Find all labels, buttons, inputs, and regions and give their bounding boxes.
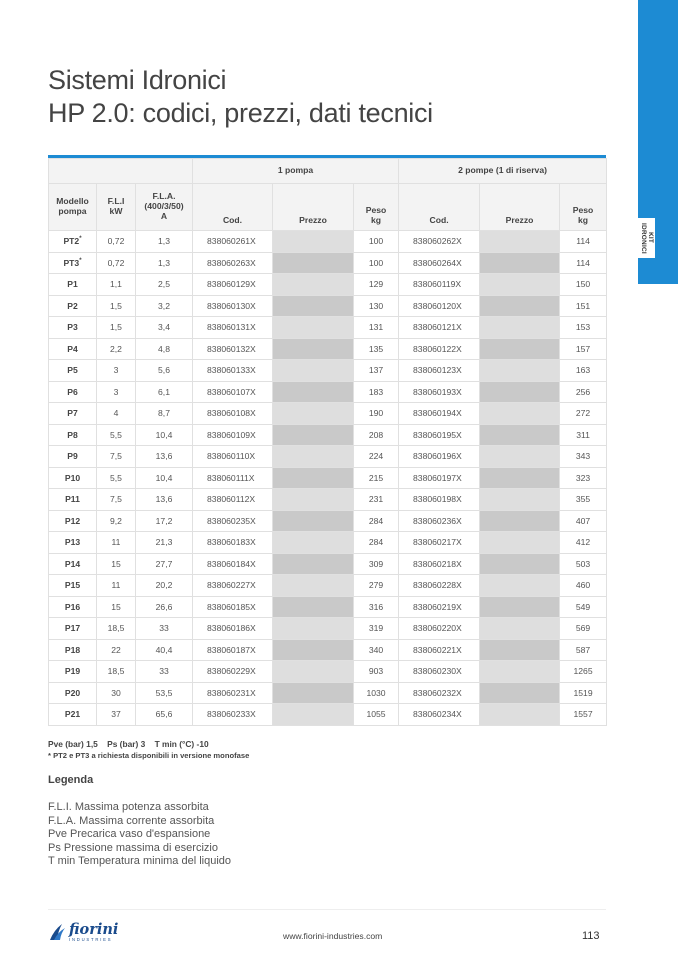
- cell-fla: 6,1: [136, 381, 193, 403]
- cell-fli: 7,5: [97, 446, 136, 468]
- cell-fla: 5,6: [136, 360, 193, 382]
- page-number: 113: [582, 930, 600, 942]
- cell-fla: 13,6: [136, 489, 193, 511]
- cell-model: P16: [49, 596, 97, 618]
- cell-price-2: [480, 317, 560, 339]
- cell-fli: 15: [97, 596, 136, 618]
- cell-fla: 21,3: [136, 532, 193, 554]
- table-row: [49, 575, 607, 597]
- cell-price-1: [273, 596, 354, 618]
- cell-price-2: [480, 403, 560, 425]
- cell-code-2: 838060197X: [399, 467, 480, 489]
- cell-price-2: [480, 704, 560, 726]
- table-row: [49, 338, 607, 360]
- cell-fli: 3: [97, 360, 136, 382]
- table-row: [49, 317, 607, 339]
- col-header-cod-2: Cod.: [399, 184, 480, 231]
- pump-table: [48, 158, 607, 726]
- cell-fla: 13,6: [136, 446, 193, 468]
- table-row: [49, 231, 607, 253]
- cell-price-2: [480, 338, 560, 360]
- cell-price-1: [273, 489, 354, 511]
- cell-fli: 18,5: [97, 618, 136, 640]
- cell-code-2: 838060234X: [399, 704, 480, 726]
- header-empty: [49, 159, 193, 184]
- cell-weight-1: 135: [354, 338, 399, 360]
- cell-code-1: 838060112X: [193, 489, 273, 511]
- cell-price-1: [273, 381, 354, 403]
- table-row: [49, 489, 607, 511]
- cell-weight-1: 284: [354, 532, 399, 554]
- cell-price-1: [273, 661, 354, 683]
- cell-code-2: 838060194X: [399, 403, 480, 425]
- cell-code-1: 838060229X: [193, 661, 273, 683]
- cell-weight-1: 279: [354, 575, 399, 597]
- cell-weight-1: 100: [354, 252, 399, 274]
- cell-code-2: 838060193X: [399, 381, 480, 403]
- cell-code-2: 838060122X: [399, 338, 480, 360]
- footnote-mark: *: [79, 257, 82, 264]
- cell-weight-2: 587: [560, 639, 607, 661]
- cell-code-2: 838060195X: [399, 424, 480, 446]
- table-row: [49, 252, 607, 274]
- cell-weight-2: 114: [560, 252, 607, 274]
- cell-code-1: 838060187X: [193, 639, 273, 661]
- website-url[interactable]: www.fiorini-industries.com: [283, 931, 383, 941]
- cell-code-1: 838060107X: [193, 381, 273, 403]
- cell-weight-1: 903: [354, 661, 399, 683]
- cell-code-1: 838060129X: [193, 274, 273, 296]
- cell-price-2: [480, 639, 560, 661]
- cell-code-2: 838060230X: [399, 661, 480, 683]
- cell-price-1: [273, 403, 354, 425]
- cell-price-1: [273, 467, 354, 489]
- cell-price-2: [480, 252, 560, 274]
- cell-code-1: 838060235X: [193, 510, 273, 532]
- cell-weight-1: 130: [354, 295, 399, 317]
- cell-model: P8: [49, 424, 97, 446]
- cell-price-1: [273, 360, 354, 382]
- cell-model: P4: [49, 338, 97, 360]
- cell-model: P12: [49, 510, 97, 532]
- side-tab-label: [637, 218, 655, 258]
- cell-price-1: [273, 704, 354, 726]
- table-row: [49, 596, 607, 618]
- table-row: [49, 704, 607, 726]
- cell-model: P2: [49, 295, 97, 317]
- cell-fli: 15: [97, 553, 136, 575]
- table-row: [49, 274, 607, 296]
- cell-model: P1: [49, 274, 97, 296]
- cell-weight-2: 1265: [560, 661, 607, 683]
- cell-model: P14: [49, 553, 97, 575]
- cell-fli: 30: [97, 682, 136, 704]
- cell-code-2: 838060220X: [399, 618, 480, 640]
- col-header-weight-1: Peso kg: [354, 184, 399, 231]
- cell-code-1: 838060108X: [193, 403, 273, 425]
- table-body: [49, 231, 607, 726]
- cell-fla: 53,5: [136, 682, 193, 704]
- table-row: [49, 618, 607, 640]
- notes-parameters: Pve (bar) 1,5 Ps (bar) 3 T min (°C) -10: [48, 739, 209, 749]
- table-row: [49, 295, 607, 317]
- cell-code-1: 838060263X: [193, 252, 273, 274]
- cell-model: PT2*: [49, 231, 97, 253]
- cell-fli: 5,5: [97, 424, 136, 446]
- cell-weight-2: 157: [560, 338, 607, 360]
- cell-price-1: [273, 510, 354, 532]
- footer-divider: [48, 909, 606, 910]
- cell-model: P18: [49, 639, 97, 661]
- cell-model: P21: [49, 704, 97, 726]
- cell-price-1: [273, 424, 354, 446]
- cell-price-1: [273, 231, 354, 253]
- cell-fla: 4,8: [136, 338, 193, 360]
- cell-weight-1: 183: [354, 381, 399, 403]
- cell-fla: 33: [136, 618, 193, 640]
- col-header-price-2: Prezzo: [480, 184, 560, 231]
- legenda-list: [48, 801, 231, 869]
- cell-weight-1: 316: [354, 596, 399, 618]
- cell-code-2: 838060219X: [399, 596, 480, 618]
- page-title-line1: Sistemi Idronici: [48, 65, 227, 95]
- legenda-item: Ps Pressione massima di esercizio: [48, 841, 218, 854]
- group-header-one-pump: 1 pompa: [193, 159, 399, 184]
- cell-fli: 5,5: [97, 467, 136, 489]
- cell-fla: 2,5: [136, 274, 193, 296]
- cell-fli: 11: [97, 575, 136, 597]
- cell-code-2: 838060218X: [399, 553, 480, 575]
- side-tab-label-line2: IDRONICI: [640, 222, 647, 254]
- cell-fla: 10,4: [136, 424, 193, 446]
- fiorini-logo: [48, 922, 118, 942]
- table-row: [49, 424, 607, 446]
- cell-fli: 4: [97, 403, 136, 425]
- cell-price-2: [480, 424, 560, 446]
- cell-fla: 65,6: [136, 704, 193, 726]
- legenda-item: F.L.A. Massima corrente assorbita: [48, 814, 215, 827]
- cell-fli: 0,72: [97, 231, 136, 253]
- cell-weight-2: 323: [560, 467, 607, 489]
- cell-price-2: [480, 231, 560, 253]
- cell-price-2: [480, 446, 560, 468]
- cell-fla: 3,2: [136, 295, 193, 317]
- table-row: [49, 446, 607, 468]
- cell-code-2: 838060236X: [399, 510, 480, 532]
- cell-weight-1: 231: [354, 489, 399, 511]
- cell-weight-2: 163: [560, 360, 607, 382]
- cell-weight-2: 153: [560, 317, 607, 339]
- side-tab-label-line1: KIT: [646, 232, 654, 244]
- cell-price-1: [273, 532, 354, 554]
- cell-price-1: [273, 295, 354, 317]
- table-row: [49, 682, 607, 704]
- cell-weight-2: 151: [560, 295, 607, 317]
- cell-price-2: [480, 360, 560, 382]
- cell-fli: 1,1: [97, 274, 136, 296]
- cell-model: P10: [49, 467, 97, 489]
- cell-model: P6: [49, 381, 97, 403]
- cell-price-2: [480, 618, 560, 640]
- cell-weight-1: 131: [354, 317, 399, 339]
- cell-price-1: [273, 317, 354, 339]
- cell-fli: 37: [97, 704, 136, 726]
- cell-weight-1: 319: [354, 618, 399, 640]
- cell-weight-1: 215: [354, 467, 399, 489]
- cell-fla: 1,3: [136, 231, 193, 253]
- cell-model: P17: [49, 618, 97, 640]
- cell-weight-1: 129: [354, 274, 399, 296]
- fiorini-mark-icon: [48, 922, 66, 942]
- group-header-two-pumps: 2 pompe (1 di riserva): [399, 159, 607, 184]
- cell-model: P9: [49, 446, 97, 468]
- cell-weight-2: 272: [560, 403, 607, 425]
- cell-weight-1: 100: [354, 231, 399, 253]
- cell-fli: 2,2: [97, 338, 136, 360]
- cell-weight-1: 340: [354, 639, 399, 661]
- cell-code-1: 838060261X: [193, 231, 273, 253]
- cell-code-2: 838060217X: [399, 532, 480, 554]
- cell-weight-2: 1519: [560, 682, 607, 704]
- cell-model: P11: [49, 489, 97, 511]
- col-header-price-1: Prezzo: [273, 184, 354, 231]
- cell-price-1: [273, 446, 354, 468]
- table-row: [49, 381, 607, 403]
- cell-code-2: 838060119X: [399, 274, 480, 296]
- cell-price-2: [480, 467, 560, 489]
- cell-code-1: 838060184X: [193, 553, 273, 575]
- footnote-mark: *: [79, 236, 82, 243]
- cell-code-1: 838060111X: [193, 467, 273, 489]
- table-row: [49, 553, 607, 575]
- cell-price-2: [480, 575, 560, 597]
- cell-weight-1: 137: [354, 360, 399, 382]
- cell-code-1: 838060227X: [193, 575, 273, 597]
- cell-model: P20: [49, 682, 97, 704]
- cell-weight-1: 208: [354, 424, 399, 446]
- cell-price-1: [273, 553, 354, 575]
- cell-weight-1: 190: [354, 403, 399, 425]
- table-row: [49, 661, 607, 683]
- cell-model: P19: [49, 661, 97, 683]
- page-title: [48, 64, 433, 130]
- table-row: [49, 360, 607, 382]
- cell-fli: 11: [97, 532, 136, 554]
- logo-brand-name: fiorini: [69, 921, 119, 938]
- cell-weight-2: 412: [560, 532, 607, 554]
- cell-weight-2: 114: [560, 231, 607, 253]
- cell-price-2: [480, 381, 560, 403]
- cell-code-2: 838060228X: [399, 575, 480, 597]
- cell-code-2: 838060262X: [399, 231, 480, 253]
- col-header-weight-2: Peso kg: [560, 184, 607, 231]
- cell-model: P5: [49, 360, 97, 382]
- cell-weight-2: 256: [560, 381, 607, 403]
- cell-price-1: [273, 618, 354, 640]
- cell-code-1: 838060109X: [193, 424, 273, 446]
- cell-fli: 0,72: [97, 252, 136, 274]
- notes-footnote: * PT2 e PT3 a richiesta disponibili in versione monofase: [48, 751, 250, 760]
- cell-fli: 22: [97, 639, 136, 661]
- pump-table-container: [48, 155, 606, 726]
- cell-code-1: 838060131X: [193, 317, 273, 339]
- cell-fla: 20,2: [136, 575, 193, 597]
- col-header-cod-1: Cod.: [193, 184, 273, 231]
- col-header-fli: F.L.I kW: [97, 184, 136, 231]
- cell-price-2: [480, 661, 560, 683]
- cell-model: P15: [49, 575, 97, 597]
- cell-fla: 10,4: [136, 467, 193, 489]
- cell-fla: 8,7: [136, 403, 193, 425]
- cell-code-2: 838060123X: [399, 360, 480, 382]
- cell-weight-2: 150: [560, 274, 607, 296]
- cell-fli: 3: [97, 381, 136, 403]
- legenda-item: Pve Precarica vaso d'espansione: [48, 828, 211, 841]
- cell-weight-1: 1030: [354, 682, 399, 704]
- cell-code-2: 838060232X: [399, 682, 480, 704]
- legenda-item: T min Temperatura minima del liquido: [48, 855, 232, 868]
- cell-weight-2: 1557: [560, 704, 607, 726]
- cell-code-1: 838060110X: [193, 446, 273, 468]
- cell-fla: 3,4: [136, 317, 193, 339]
- cell-fli: 1,5: [97, 295, 136, 317]
- cell-fla: 40,4: [136, 639, 193, 661]
- cell-price-2: [480, 682, 560, 704]
- cell-fla: 17,2: [136, 510, 193, 532]
- cell-fli: 9,2: [97, 510, 136, 532]
- cell-code-2: 838060264X: [399, 252, 480, 274]
- table-row: [49, 467, 607, 489]
- cell-model: P13: [49, 532, 97, 554]
- cell-price-2: [480, 489, 560, 511]
- cell-code-1: 838060133X: [193, 360, 273, 382]
- cell-price-2: [480, 553, 560, 575]
- cell-weight-2: 311: [560, 424, 607, 446]
- cell-weight-2: 407: [560, 510, 607, 532]
- logo-brand-sub: INDUSTRIES: [69, 937, 113, 942]
- table-row: [49, 639, 607, 661]
- cell-fla: 27,7: [136, 553, 193, 575]
- cell-weight-2: 460: [560, 575, 607, 597]
- cell-price-1: [273, 338, 354, 360]
- cell-weight-2: 503: [560, 553, 607, 575]
- cell-price-2: [480, 510, 560, 532]
- cell-price-2: [480, 274, 560, 296]
- cell-code-1: 838060183X: [193, 532, 273, 554]
- cell-price-1: [273, 274, 354, 296]
- table-row: [49, 510, 607, 532]
- cell-code-2: 838060196X: [399, 446, 480, 468]
- cell-weight-1: 1055: [354, 704, 399, 726]
- cell-code-1: 838060185X: [193, 596, 273, 618]
- legenda-title: Legenda: [48, 774, 94, 786]
- cell-fli: 18,5: [97, 661, 136, 683]
- col-header-fla: F.L.A. (400/3/50) A: [136, 184, 193, 231]
- cell-code-2: 838060198X: [399, 489, 480, 511]
- cell-price-1: [273, 575, 354, 597]
- cell-model: P7: [49, 403, 97, 425]
- cell-code-2: 838060120X: [399, 295, 480, 317]
- cell-weight-1: 309: [354, 553, 399, 575]
- page-title-line2: HP 2.0: codici, prezzi, dati tecnici: [48, 98, 433, 128]
- cell-weight-2: 569: [560, 618, 607, 640]
- cell-fli: 7,5: [97, 489, 136, 511]
- cell-weight-2: 343: [560, 446, 607, 468]
- cell-code-1: 838060130X: [193, 295, 273, 317]
- cell-code-1: 838060186X: [193, 618, 273, 640]
- cell-weight-1: 224: [354, 446, 399, 468]
- cell-weight-1: 284: [354, 510, 399, 532]
- cell-fla: 26,6: [136, 596, 193, 618]
- cell-price-1: [273, 639, 354, 661]
- cell-fla: 1,3: [136, 252, 193, 274]
- cell-price-1: [273, 252, 354, 274]
- cell-code-1: 838060231X: [193, 682, 273, 704]
- cell-code-1: 838060233X: [193, 704, 273, 726]
- cell-price-2: [480, 295, 560, 317]
- cell-price-1: [273, 682, 354, 704]
- cell-price-2: [480, 596, 560, 618]
- legenda-item: F.L.I. Massima potenza assorbita: [48, 801, 209, 813]
- cell-code-2: 838060121X: [399, 317, 480, 339]
- cell-price-2: [480, 532, 560, 554]
- cell-code-2: 838060221X: [399, 639, 480, 661]
- cell-weight-2: 355: [560, 489, 607, 511]
- cell-model: P3: [49, 317, 97, 339]
- notes: [48, 739, 249, 761]
- cell-fla: 33: [136, 661, 193, 683]
- cell-code-1: 838060132X: [193, 338, 273, 360]
- cell-weight-2: 549: [560, 596, 607, 618]
- cell-fli: 1,5: [97, 317, 136, 339]
- col-header-model: Modello pompa: [49, 184, 97, 231]
- table-row: [49, 532, 607, 554]
- table-row: [49, 403, 607, 425]
- cell-model: PT3*: [49, 252, 97, 274]
